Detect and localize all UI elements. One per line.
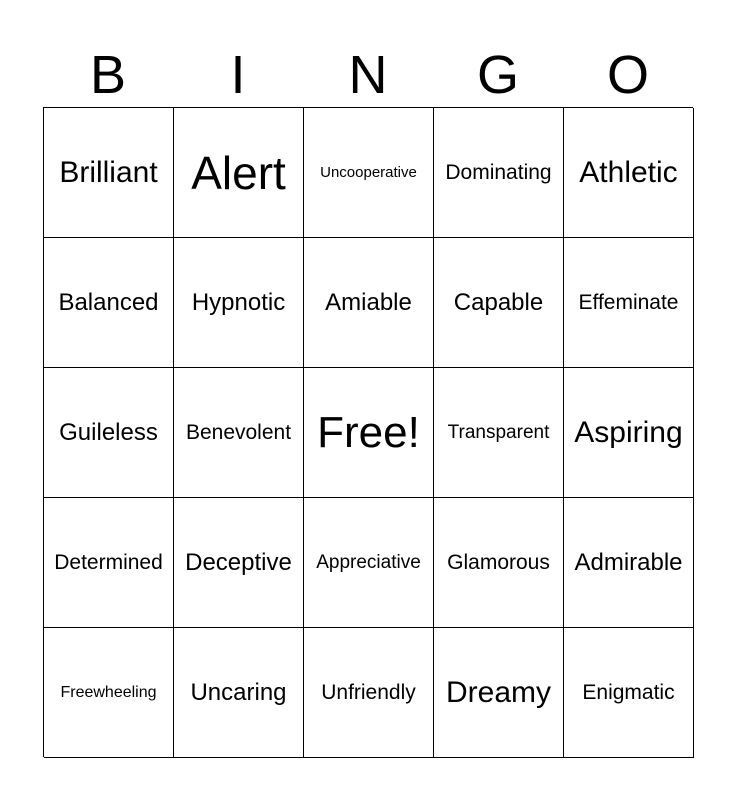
header-letter-i: I [230, 45, 246, 105]
bingo-cell[interactable]: Determined [44, 498, 174, 628]
bingo-cell[interactable]: Brilliant [44, 108, 174, 238]
bingo-cell[interactable]: Glamorous [434, 498, 564, 628]
bingo-cell[interactable]: Uncaring [174, 628, 304, 758]
header-letter-o: O [606, 45, 649, 105]
bingo-cell[interactable]: Athletic [564, 108, 694, 238]
header-letter-g: G [476, 45, 519, 105]
bingo-cell[interactable]: Freewheeling [44, 628, 174, 758]
bingo-cell[interactable]: Capable [434, 238, 564, 368]
bingo-header [43, 44, 693, 106]
bingo-cell[interactable]: Effeminate [564, 238, 694, 368]
bingo-cell[interactable]: Uncooperative [304, 108, 434, 238]
bingo-cell[interactable]: Admirable [564, 498, 694, 628]
bingo-cell[interactable]: Dominating [434, 108, 564, 238]
free-space-cell[interactable]: Free! [304, 368, 434, 498]
bingo-cell[interactable]: Amiable [304, 238, 434, 368]
bingo-cell[interactable]: Dreamy [434, 628, 564, 758]
header-letter-n: N [348, 45, 388, 105]
bingo-cell[interactable]: Guileless [44, 368, 174, 498]
header-letter-b: B [89, 45, 127, 105]
bingo-cell[interactable]: Enigmatic [564, 628, 694, 758]
bingo-cell[interactable]: Unfriendly [304, 628, 434, 758]
bingo-cell[interactable]: Appreciative [304, 498, 434, 628]
bingo-card-grid [43, 107, 693, 757]
bingo-cell[interactable]: Aspiring [564, 368, 694, 498]
bingo-cell[interactable]: Hypnotic [174, 238, 304, 368]
bingo-cell[interactable]: Balanced [44, 238, 174, 368]
bingo-cell[interactable]: Alert [174, 108, 304, 238]
bingo-cell[interactable]: Deceptive [174, 498, 304, 628]
bingo-cell[interactable]: Transparent [434, 368, 564, 498]
bingo-cell[interactable]: Benevolent [174, 368, 304, 498]
